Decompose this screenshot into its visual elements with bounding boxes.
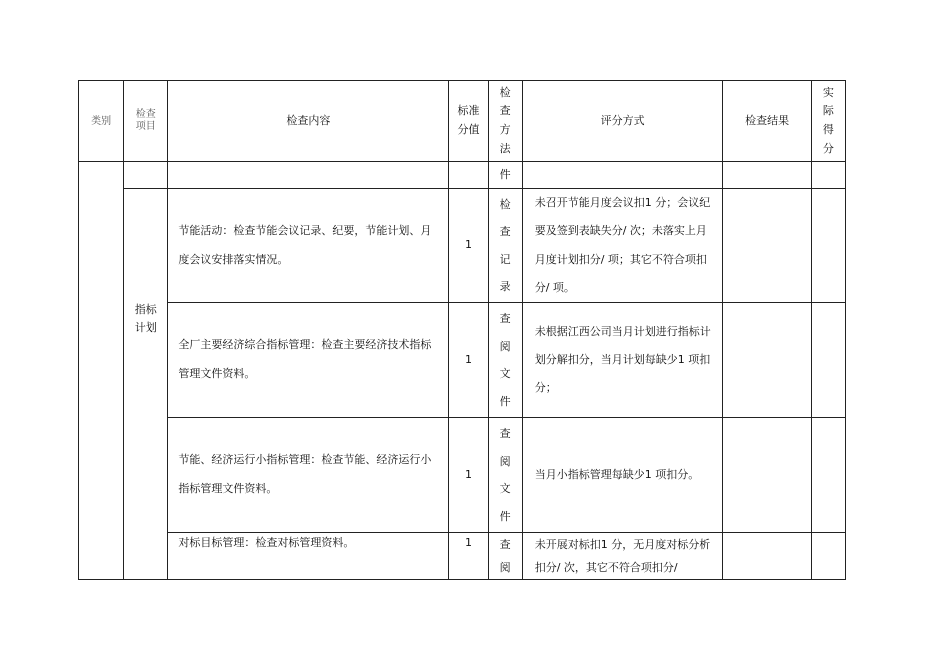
table-row (79, 303, 846, 418)
inspection-table (78, 80, 846, 580)
header-item: 检查项目 (124, 81, 168, 162)
actual-score-cell (811, 189, 845, 303)
content-cell: 全厂主要经济综合指标管理：检查主要经济技术指标管理文件资料。 (168, 303, 449, 418)
rule-cell: 未开展对标扣1 分，无月度对标分析扣分/ 次，其它不符合项扣分/ (522, 533, 723, 580)
evaluation-sheet (78, 80, 846, 580)
method-cell: 件 (488, 162, 522, 189)
score-cell (449, 162, 488, 189)
header-scoring: 评分方式 (522, 81, 723, 162)
method-cell: 查阅 (488, 533, 522, 580)
result-cell (723, 303, 811, 418)
score-cell: 1 (449, 303, 488, 418)
content-cell (168, 162, 449, 189)
rule-cell: 未召开节能月度会议扣1 分；会议纪要及签到表缺失分/ 次；未落实上月月度计划扣分/ 项；其它不符合项扣分/ 项。 (522, 189, 723, 303)
content-cell: 节能活动：检查节能会议记录、纪要，节能计划、月度会议安排落实情况。 (168, 189, 449, 303)
item-label: 指标计划 (134, 303, 157, 334)
method-cell: 查阅文件 (488, 303, 522, 418)
actual-score-cell (811, 533, 845, 580)
rule-cell: 未根据江西公司当月计划进行指标计划分解扣分，当月计划每缺少1 项扣分； (522, 303, 723, 418)
actual-score-cell (811, 303, 845, 418)
result-cell (723, 162, 811, 189)
header-standard-score: 标准分值 (449, 81, 488, 162)
rule-cell (522, 162, 723, 189)
result-cell (723, 533, 811, 580)
table-row (79, 533, 846, 580)
header-content: 检查内容 (168, 81, 449, 162)
item-cell-top (124, 162, 168, 189)
header-actual-score: 实际得分 (811, 81, 845, 162)
header-result: 检查结果 (723, 81, 811, 162)
header-row (79, 81, 846, 162)
header-method: 检查方法 (488, 81, 522, 162)
score-cell: 1 (449, 418, 488, 533)
score-cell: 1 (449, 189, 488, 303)
score-cell: 1 (449, 533, 488, 580)
method-cell: 检查记录 (488, 189, 522, 303)
header-category: 类别 (79, 81, 124, 162)
method-cell: 查阅文件 (488, 418, 522, 533)
category-cell (79, 162, 124, 580)
table-row (79, 162, 846, 189)
content-cell: 对标目标管理：检查对标管理资料。 (168, 533, 449, 580)
rule-cell: 当月小指标管理每缺少1 项扣分。 (522, 418, 723, 533)
actual-score-cell (811, 162, 845, 189)
table-row (79, 189, 846, 303)
result-cell (723, 189, 811, 303)
content-cell: 节能、经济运行小指标管理：检查节能、经济运行小指标管理文件资料。 (168, 418, 449, 533)
item-cell (124, 189, 168, 580)
result-cell (723, 418, 811, 533)
actual-score-cell (811, 418, 845, 533)
table-row (79, 418, 846, 533)
